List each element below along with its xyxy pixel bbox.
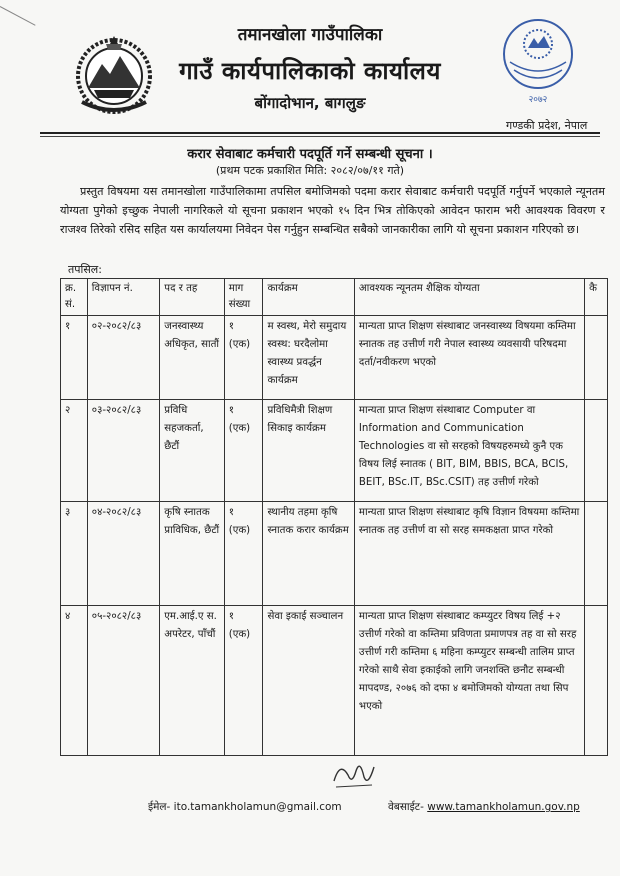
province-label: गण्डकी प्रदेश, नेपाल <box>506 119 588 132</box>
cell-qualification: मान्यता प्राप्त शिक्षण संस्थाबाट Computer वा Information and Communication Technologies वा सो सरहको विषयहरुमध्ये कुनै एक विषय लिई स्नातक ( BIT, BIM, BBIS, BCA, BCIS, BEIT, BSc.IT, BSc.CSIT) तह उत्तीर्ण गरेको <box>354 400 584 502</box>
cell-remark <box>585 316 608 400</box>
website-label: वेबसाईट- <box>388 801 428 813</box>
seal-year: २०७२ <box>528 95 548 104</box>
cell-demand: १ (एक) <box>224 400 263 502</box>
col-remark: कै <box>585 279 608 316</box>
cell-remark <box>585 606 608 756</box>
signature-icon <box>330 757 378 793</box>
col-sn: क्र. सं. <box>61 279 88 316</box>
cell-sn: १ <box>61 316 88 400</box>
cell-program: स्थानीय तहमा कृषि स्नातक करार कार्यक्रम <box>263 502 354 606</box>
cell-adv: ०४-२०८२/८३ <box>87 502 160 606</box>
office-name: गाउँ कार्यपालिकाको कार्यालय <box>179 57 441 85</box>
details-label: तपसिल: <box>68 263 102 276</box>
website-link[interactable]: www.tamankholamun.gov.np <box>427 801 580 813</box>
cell-qualification: मान्यता प्राप्त शिक्षण संस्थाबाट कृषि विज्ञान विषयमा कम्तिमा स्नातक तह उत्तीर्ण वा सो सरह समकक्षता प्राप्त गरेको <box>354 502 584 606</box>
office-address: बोंगादोभान, बागलुङ <box>254 94 366 112</box>
cell-sn: ४ <box>61 606 88 756</box>
cell-program: सेवा इकाई सञ्चालन <box>263 606 354 756</box>
cell-program: म स्वस्थ, मेरो समुदाय स्वस्थ: घरदैलोमा स्वास्थ्य प्रवर्द्धन कार्यक्रम <box>263 316 354 400</box>
cell-post: प्रविधि सहजकर्ता, छैटौं <box>160 400 224 502</box>
cell-demand: १ (एक) <box>224 502 263 606</box>
table-row <box>61 316 608 400</box>
col-qualification: आवश्यक न्यूनतम शैक्षिक योग्यता <box>354 279 584 316</box>
cell-post: जनस्वास्थ्य अधिकृत, सातौं <box>160 316 224 400</box>
cell-remark <box>585 502 608 606</box>
cell-post: कृषि स्नातक प्राविधिक, छैटौं <box>160 502 224 606</box>
cell-sn: २ <box>61 400 88 502</box>
header-divider-thin <box>40 136 600 137</box>
cell-program: प्रविधिमैत्री शिक्षण सिकाइ कार्यक्रम <box>263 400 354 502</box>
notice-subject: करार सेवाबाट कर्मचारी पदपूर्ति गर्ने सम्बन्धी सूचना । <box>187 147 433 162</box>
cell-post: एम.आई.ए स. अपरेटर, पाँचौं <box>160 606 224 756</box>
cell-sn: ३ <box>61 502 88 606</box>
municipality-name: तमानखोला गाउँपालिका <box>237 25 383 45</box>
cell-remark <box>585 400 608 502</box>
cell-demand: १ (एक) <box>224 606 263 756</box>
cell-qualification: मान्यता प्राप्त शिक्षण संस्थाबाट जनस्वास्थ्य विषयमा कम्तिमा स्नातक तह उत्तीर्ण गरी नेपाल स्वास्थ्य व्यवसायी परिषदमा दर्ता/नवीकरण भएको <box>354 316 584 400</box>
cell-adv: ०३-२०८२/८३ <box>87 400 160 502</box>
table-row <box>61 606 608 756</box>
header-divider <box>40 132 600 134</box>
cell-adv: ०२-२०८२/८३ <box>87 316 160 400</box>
footer-email[interactable]: ईमेल- ito.tamankholamun@gmail.com <box>148 801 342 813</box>
table-row <box>61 400 608 502</box>
col-adv-no: विज्ञापन नं. <box>87 279 160 316</box>
publication-date: (प्रथम पटक प्रकाशित मिति: २०८२/०७/११ गते) <box>215 164 405 177</box>
footer-website[interactable] <box>388 800 580 814</box>
cell-demand: १ (एक) <box>224 316 263 400</box>
col-demand: माग संख्या <box>224 279 263 316</box>
notice-body: प्रस्तुत विषयमा यस तमानखोला गाउँपालिकामा तपसिल बमोजिमको पदमा करार सेवाबाट कर्मचारी पदपूर्ति गर्नुपर्ने भएकाले न्यूनतम योग्यता पुगेको इच्छुक नेपाली नागरिकले यो सूचना प्रकाशन भएको १५ दिन भित्र तोकिएको आवेदन फाराम भरी आवश्यक विवरण र राजश्व तिरेको रसिद सहित यस कार्यालयमा निवेदन पेस गर्नुहुन सम्बन्धित सबैको जानकारीका लागि यो सूचना प्रकाशन गरिएको छ। <box>60 185 605 236</box>
table-header-row <box>61 279 608 316</box>
vacancy-table <box>60 278 608 756</box>
col-program: कार्यक्रम <box>263 279 354 316</box>
table-row <box>61 502 608 606</box>
col-post: पद र तह <box>160 279 224 316</box>
cell-adv: ०५-२०८२/८३ <box>87 606 160 756</box>
cell-qualification: मान्यता प्राप्त शिक्षण संस्थाबाट कम्प्युटर विषय लिई +२ उत्तीर्ण गरेको वा कम्तिमा प्रविणता प्रमाणपत्र तह वा सो सरह उत्तीर्ण गरी कम्तिमा ६ महिना कम्प्युटर सम्बन्धी तालिम प्राप्त गरेको साथै सेवा इकाईको लागि जनशक्ति छनौट सम्बन्धी मापदण्ड, २०७६ को दफा ४ बमोजिमको योग्यता तथा सिप भएको <box>354 606 584 756</box>
